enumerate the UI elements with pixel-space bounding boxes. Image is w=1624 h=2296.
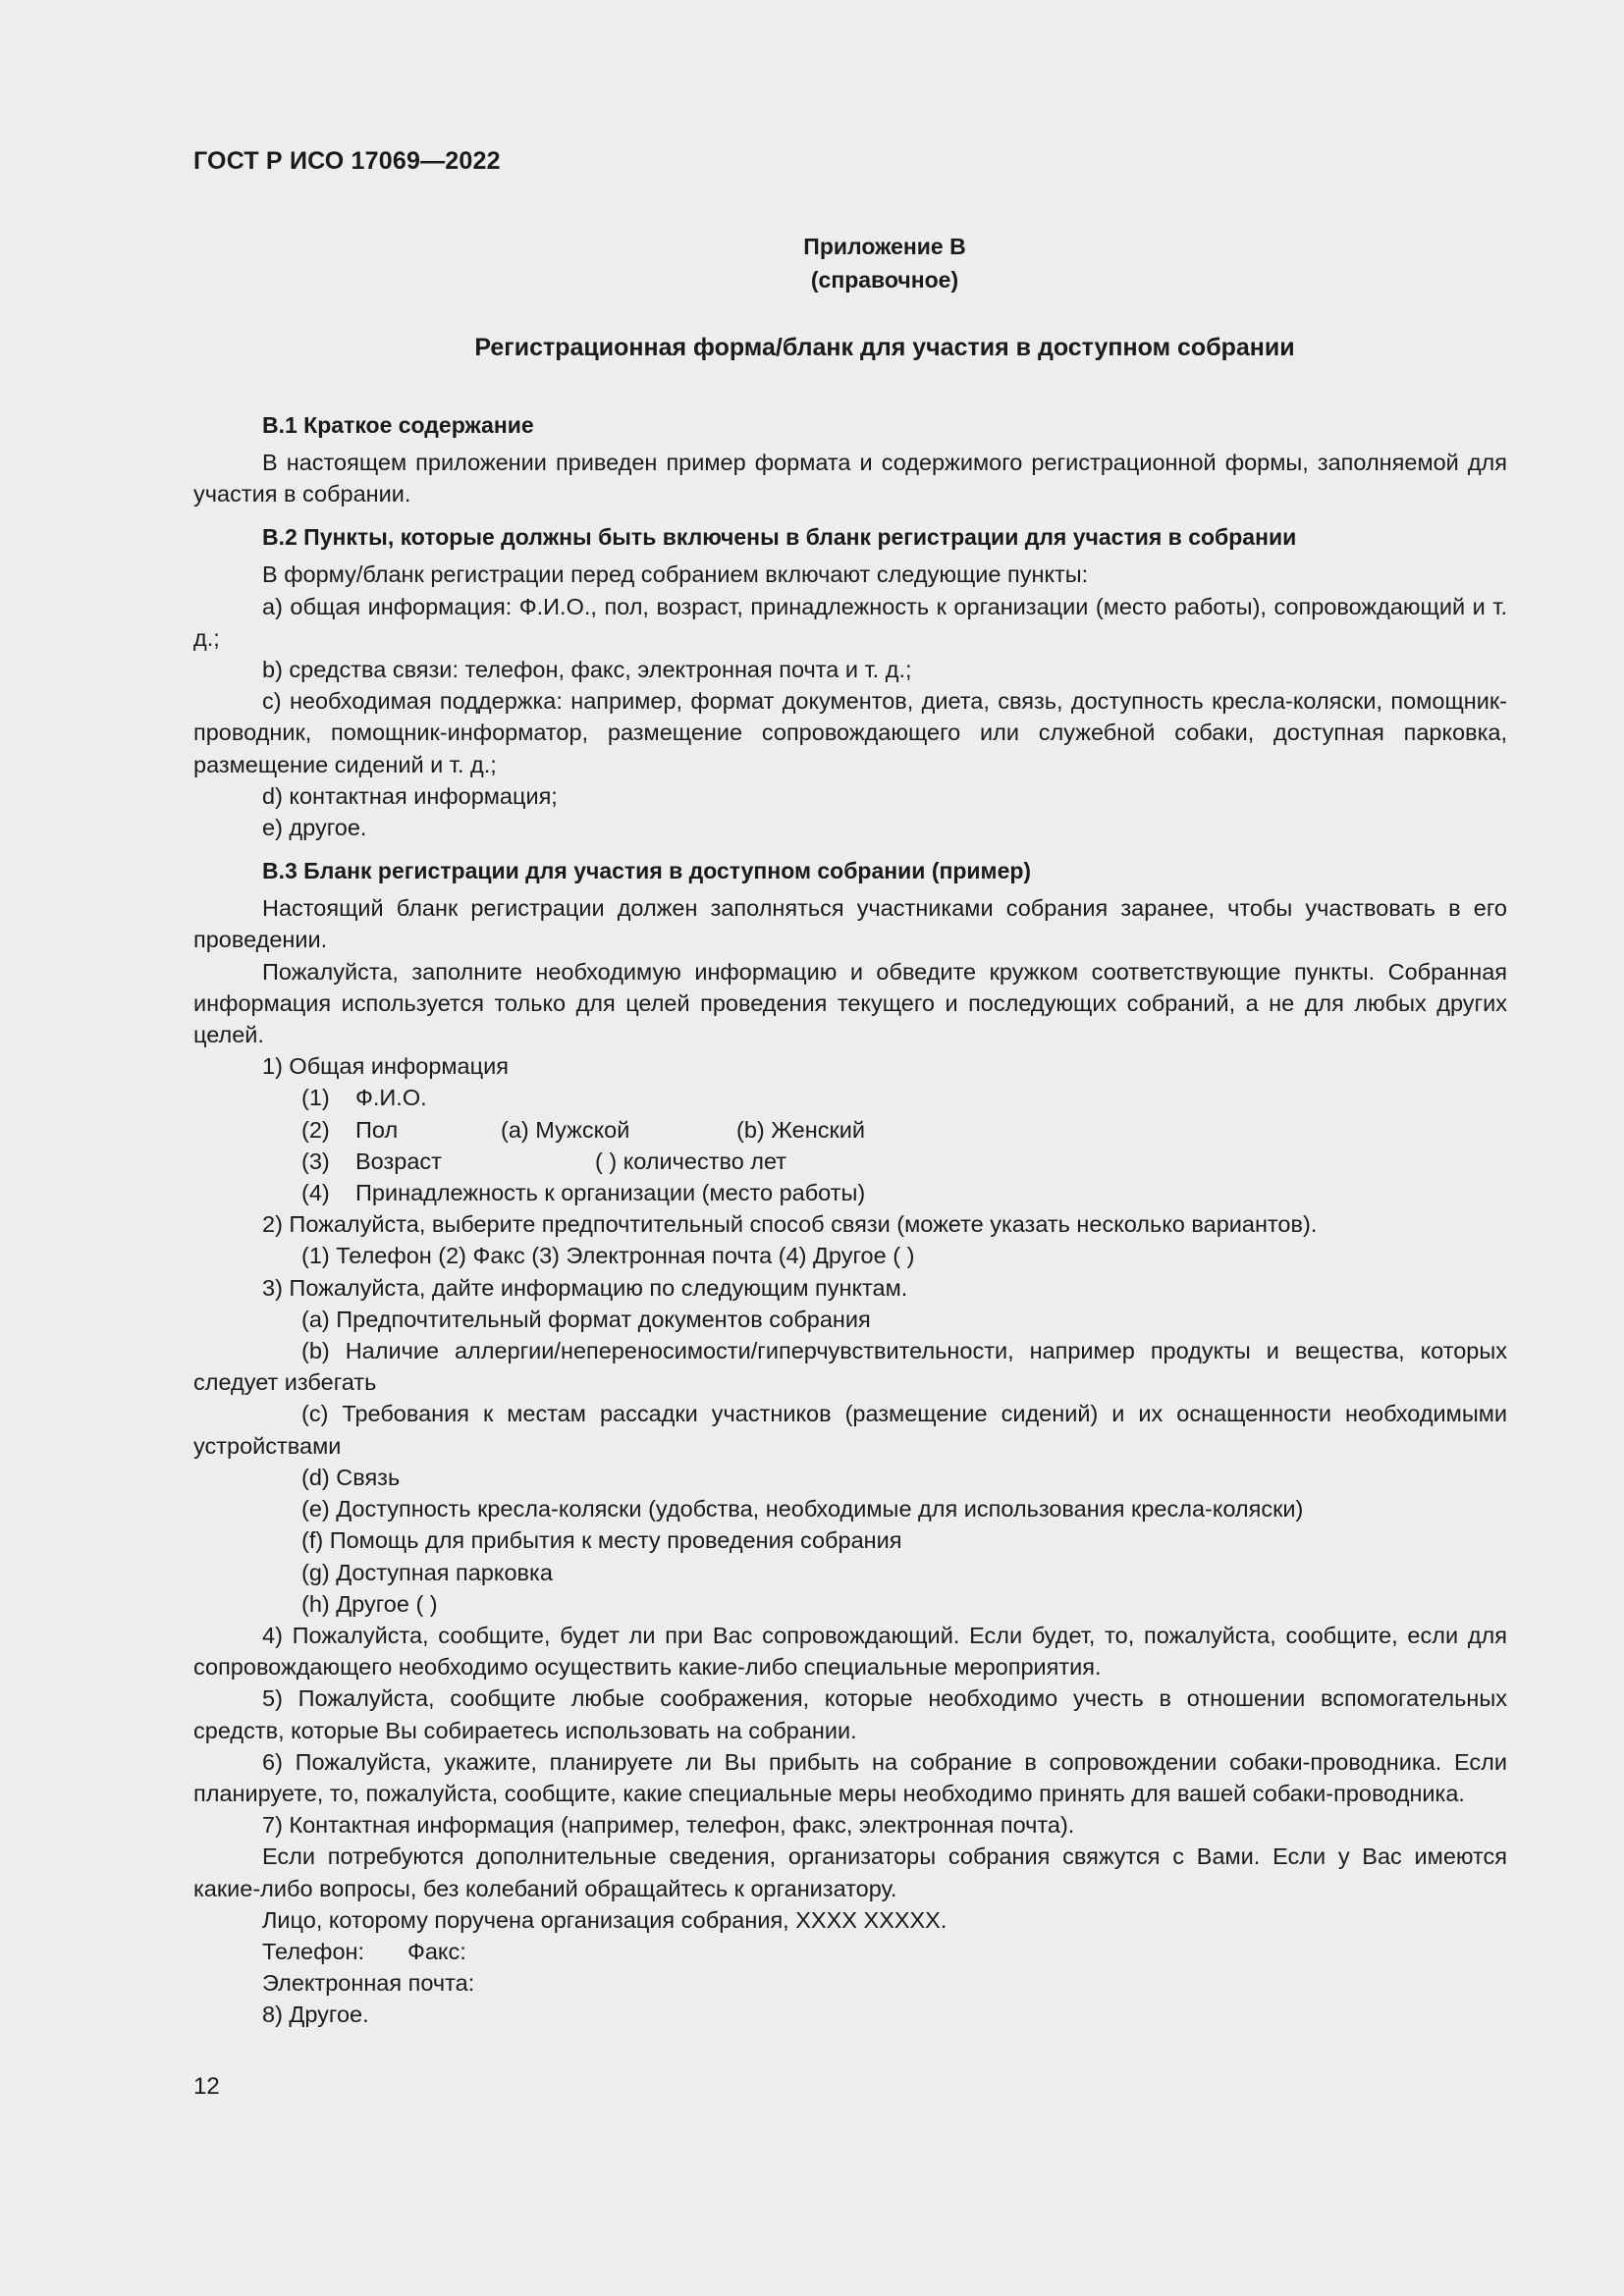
section-b1-heading: В.1 Краткое содержание bbox=[262, 412, 534, 438]
annex-heading: Регистрационная форма/бланк для участия в доступном собрании bbox=[474, 334, 1295, 361]
document-page bbox=[193, 147, 1507, 2031]
q1-item-number: (3) bbox=[301, 1148, 330, 1174]
list-item: d) контактная информация; bbox=[262, 782, 558, 809]
page-number: 12 bbox=[193, 2073, 220, 2100]
list-item: c) необходимая поддержка: например, формат документов, диета, связь, доступность кресла-коляски, помощник-проводник, помощник-информатор, размещение сопровождающего или служебной собаки, доступная парковка, размещение сидений и т. д.; bbox=[193, 688, 1507, 777]
q3-item: (h) Другое ( ) bbox=[301, 1590, 438, 1617]
section-b2-heading: В.2 Пункты, которые должны быть включены в бланк регистрации для участия в собрании bbox=[262, 524, 1297, 551]
q3-item: (g) Доступная парковка bbox=[301, 1559, 553, 1585]
question-3: 3) Пожалуйста, дайте информацию по следующим пунктам. bbox=[262, 1274, 908, 1301]
q1-sex-female: (b) Женский bbox=[736, 1116, 865, 1143]
fax-label: Факс: bbox=[407, 1938, 466, 1964]
question-1: 1) Общая информация bbox=[262, 1053, 509, 1080]
q3-item: (f) Помощь для прибытия к месту проведения собрания bbox=[301, 1527, 902, 1554]
question-4: 4) Пожалуйста, сообщите, будет ли при Вас сопровождающий. Если будет, то, пожалуйста, сообщите, если для сопровождающего необходимо осуществить какие-либо специальные мероприятия. bbox=[193, 1622, 1507, 1681]
question-5: 5) Пожалуйста, сообщите любые соображения, которые необходимо учесть в отношении вспомогательных средств, которые Вы собираетесь использовать на собрании. bbox=[193, 1685, 1507, 1743]
section-b3-heading: В.3 Бланк регистрации для участия в доступном собрании (пример) bbox=[262, 858, 1032, 884]
list-item: a) общая информация: Ф.И.О., пол, возраст, принадлежность к организации (место работы), сопровождающий и т. д.; bbox=[193, 593, 1507, 651]
phone-label: Телефон: bbox=[262, 1938, 365, 1964]
annex-subtitle: (справочное) bbox=[810, 267, 959, 293]
q3-item: (d) Связь bbox=[301, 1464, 401, 1490]
q1-name-label: Ф.И.О. bbox=[355, 1085, 427, 1111]
question-2-options: (1) Телефон (2) Факс (3) Электронная почта (4) Другое ( ) bbox=[301, 1243, 915, 1269]
section-b3-paragraph-2: Пожалуйста, заполните необходимую информацию и обведите кружком соответствующие пункты. Собранная информация используется только для целей проведения текущего и последующих собраний, а не для любых других целей. bbox=[193, 958, 1507, 1048]
section-b1-text: В настоящем приложении приведен пример формата и содержимого регистрационной формы, заполняемой для участия в собрании. bbox=[193, 450, 1507, 507]
q1-item-number: (4) bbox=[301, 1180, 330, 1206]
q1-age-label: Возраст bbox=[355, 1148, 442, 1174]
document-header: ГОСТ Р ИСО 17069—2022 bbox=[193, 147, 501, 175]
question-8: 8) Другое. bbox=[262, 2002, 369, 2028]
section-b3-paragraph-1: Настоящий бланк регистрации должен заполняться участниками собрания заранее, чтобы участвовать в его проведении. bbox=[193, 895, 1507, 953]
q1-item-number: (1) bbox=[301, 1085, 330, 1111]
q1-item-number: (2) bbox=[301, 1116, 330, 1143]
q3-item: (a) Предпочтительный формат документов собрания bbox=[301, 1306, 871, 1332]
q1-item-name bbox=[193, 1082, 1507, 1113]
q3-item: (c) Требования к местам рассадки участников (размещение сидений) и их оснащенности необходимыми устройствами bbox=[193, 1401, 1507, 1459]
question-7: 7) Контактная информация (например, телефон, факс, электронная почта). bbox=[262, 1812, 1075, 1839]
email-label: Электронная почта: bbox=[262, 1970, 475, 1997]
q1-sex-male: (a) Мужской bbox=[501, 1116, 630, 1143]
question-6: 6) Пожалуйста, укажите, планируете ли Вы прибыть на собрание в сопровождении собаки-проводника. Если планируете, то, пожалуйста, сообщите, какие специальные меры необходимо принять для вашей собаки-проводника. bbox=[193, 1748, 1507, 1806]
q1-org-label: Принадлежность к организации (место работы) bbox=[355, 1180, 866, 1206]
q1-age-years: ( ) количество лет bbox=[595, 1148, 787, 1174]
annex-title: Приложение В bbox=[803, 234, 966, 259]
q1-item-org bbox=[193, 1177, 1507, 1208]
q3-item: (e) Доступность кресла-коляски (удобства, необходимые для использования кресла-коляски) bbox=[301, 1496, 1304, 1522]
q1-item-sex bbox=[193, 1114, 1507, 1146]
organizer-line: Лицо, которому поручена организация собрания, XXXX XXXXX. bbox=[262, 1906, 947, 1933]
section-b2-intro: В форму/бланк регистрации перед собранием включают следующие пункты: bbox=[262, 561, 1089, 588]
q3-item: (b) Наличие аллергии/непереносимости/гиперчувствительности, например продукты и вещества, которых следует избегать bbox=[193, 1338, 1507, 1396]
list-item: b) средства связи: телефон, факс, электронная почта и т. д.; bbox=[262, 657, 912, 683]
q1-sex-label: Пол bbox=[355, 1116, 399, 1143]
q1-item-age bbox=[193, 1146, 1507, 1177]
question-2: 2) Пожалуйста, выберите предпочтительный способ связи (можете указать несколько вариантов). bbox=[262, 1211, 1318, 1238]
list-item: e) другое. bbox=[262, 815, 367, 841]
contact-text: Если потребуются дополнительные сведения, организаторы собрания свяжутся с Вами. Если у Вас имеются какие-либо вопросы, без колебаний обращайтесь к организатору. bbox=[193, 1843, 1507, 1901]
phone-fax-line bbox=[193, 1936, 1507, 1967]
